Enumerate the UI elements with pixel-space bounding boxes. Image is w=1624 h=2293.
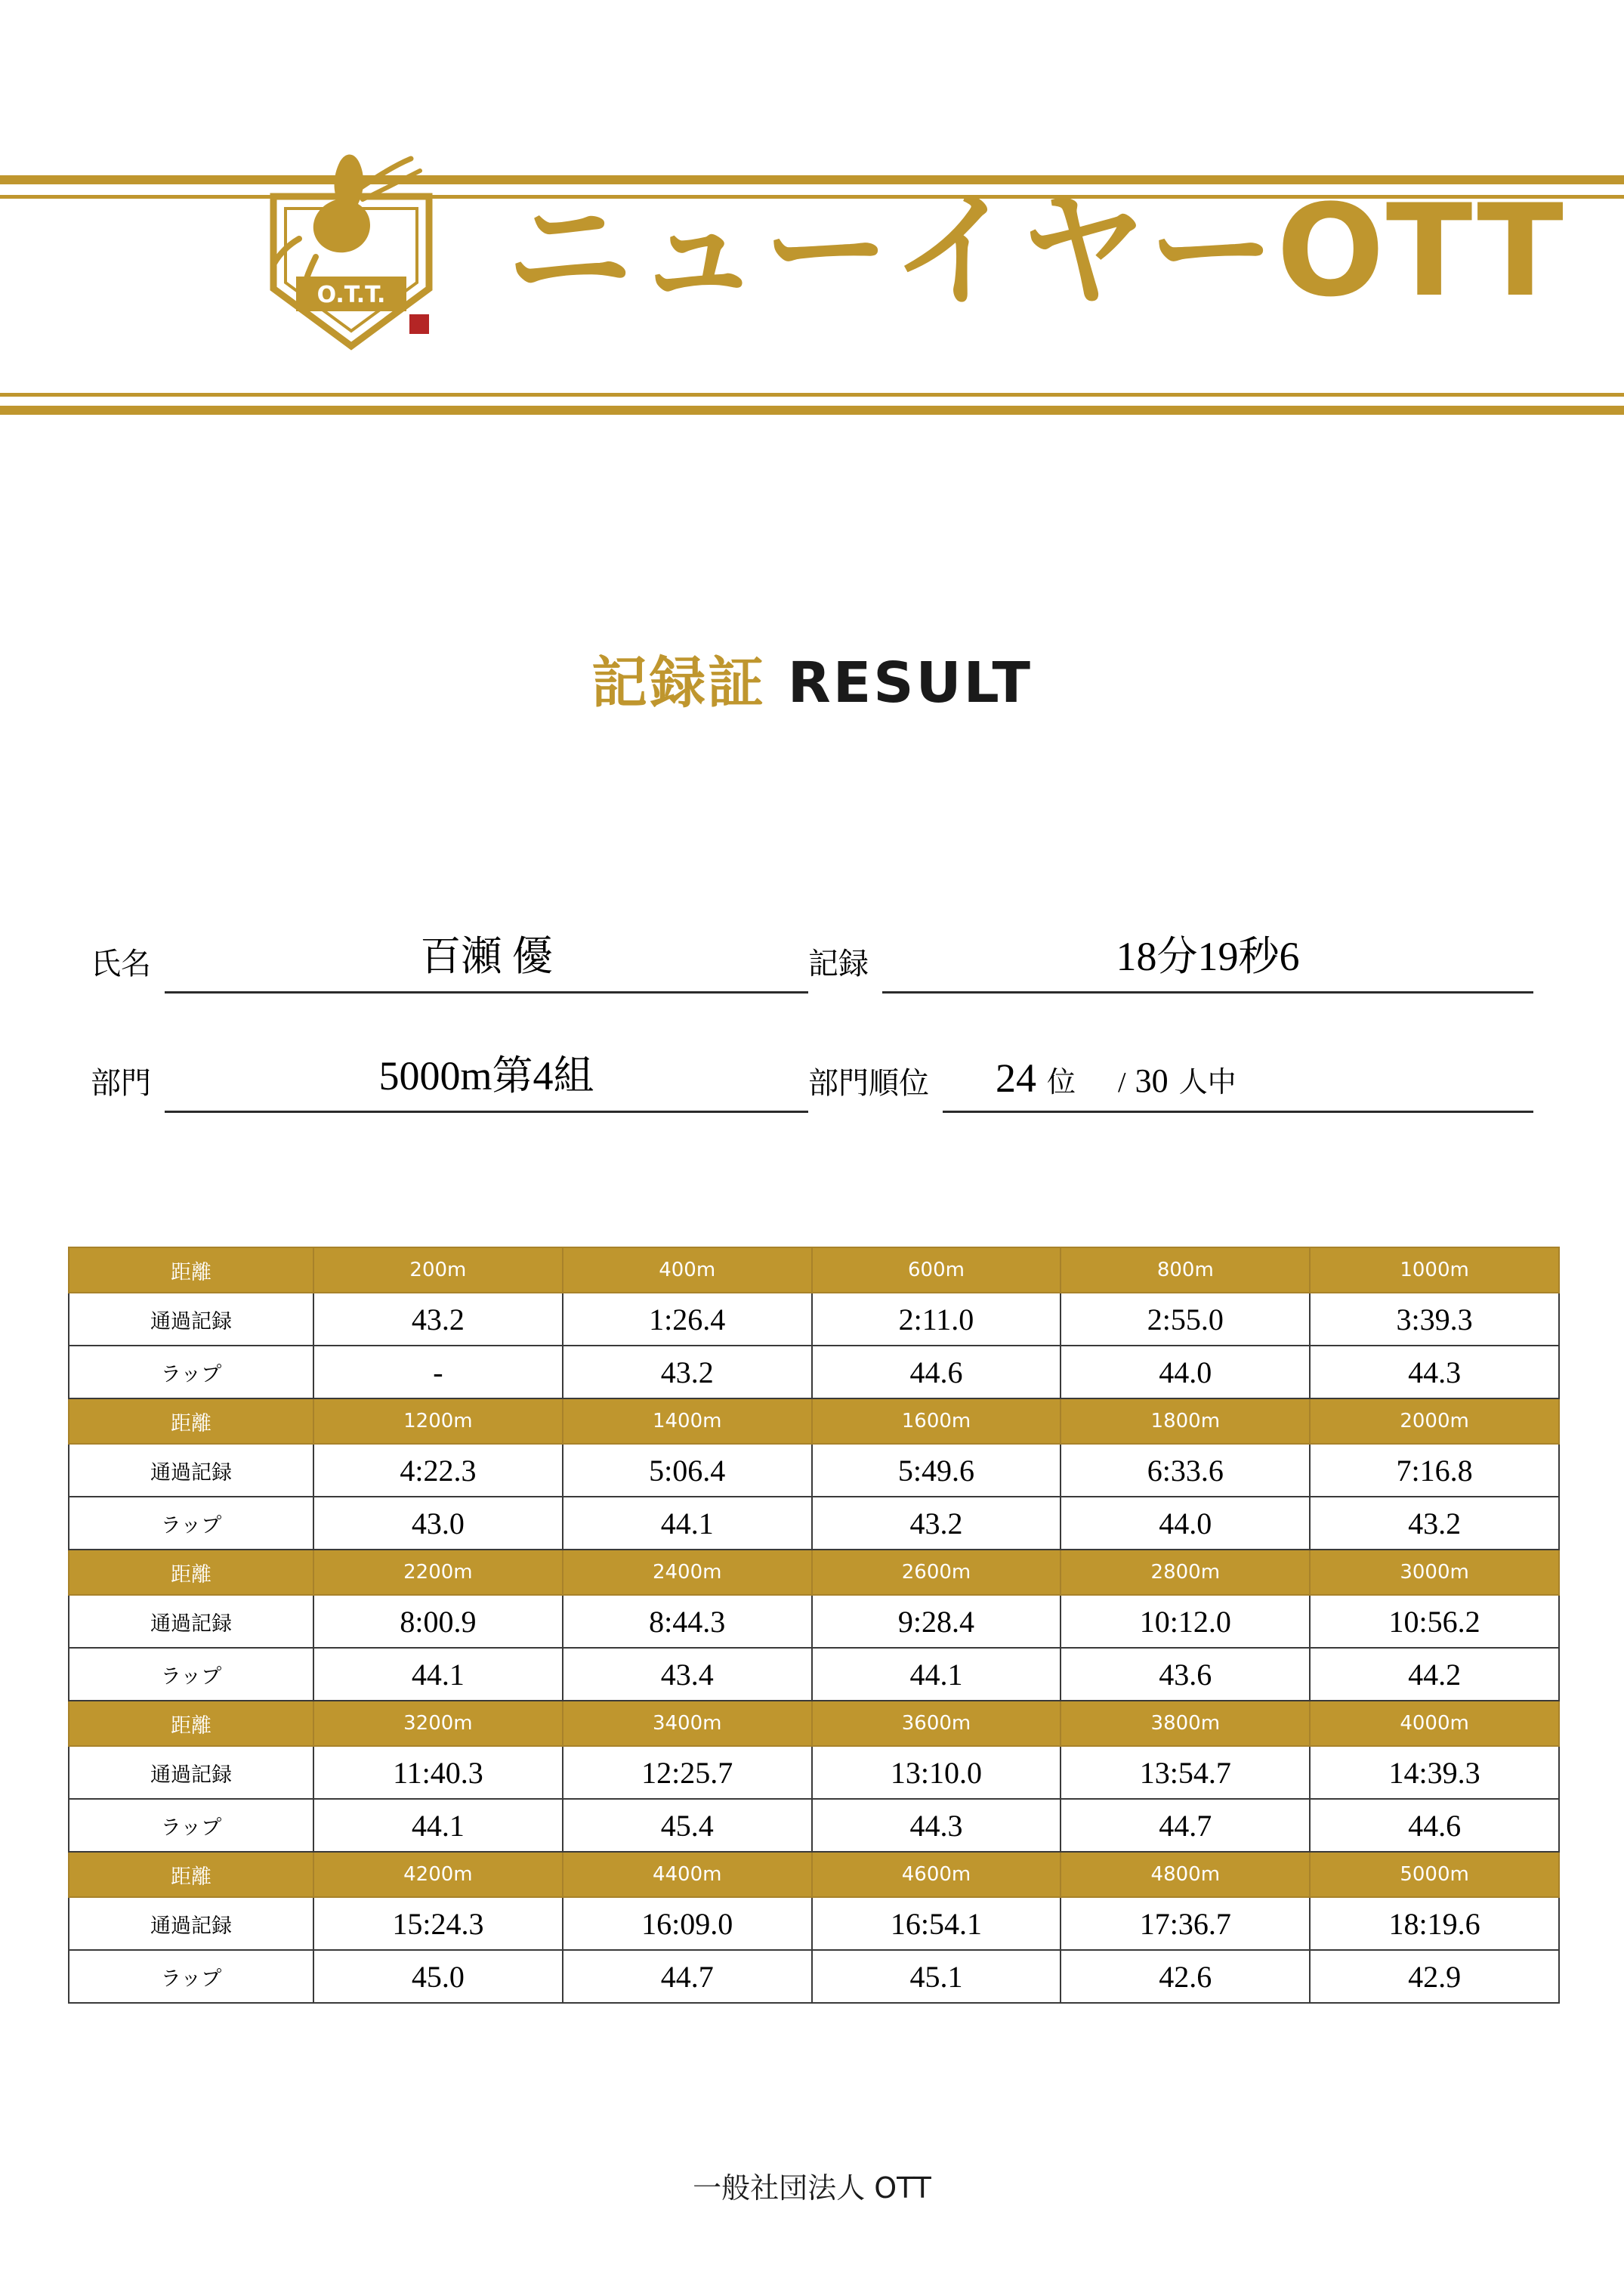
lap-cell: 45.0 <box>313 1950 563 2003</box>
distance-cell: 4000m <box>1310 1701 1559 1746</box>
distance-cell: 3000m <box>1310 1550 1559 1595</box>
distance-cell: 200m <box>313 1247 563 1293</box>
split-cell: 4:22.3 <box>313 1444 563 1497</box>
split-label: 通過記録 <box>69 1897 313 1950</box>
record-label: 記録 <box>808 947 869 981</box>
table-row <box>69 1852 1559 1897</box>
distance-cell: 3200m <box>313 1701 563 1746</box>
lap-label: ラップ <box>69 1346 313 1398</box>
table-row <box>69 1398 1559 1444</box>
splits-table <box>68 1247 1560 2004</box>
split-cell: 11:40.3 <box>313 1746 563 1799</box>
lap-cell: 43.2 <box>563 1346 812 1398</box>
lap-cell: 43.2 <box>1310 1497 1559 1550</box>
lap-cell: 44.3 <box>1310 1346 1559 1398</box>
brand-logo <box>227 132 1565 382</box>
lap-cell: 44.1 <box>563 1497 812 1550</box>
split-cell: 1:26.4 <box>563 1293 812 1346</box>
rank-unit: 位 <box>1047 1067 1076 1099</box>
brand-logo-text <box>506 177 1565 325</box>
lap-cell: 43.2 <box>812 1497 1061 1550</box>
split-label: 通過記録 <box>69 1293 313 1346</box>
page-title-en: RESULT <box>787 651 1033 715</box>
lap-cell: 43.6 <box>1061 1648 1310 1701</box>
rank-field <box>808 1037 1533 1113</box>
rank-value: 24 <box>996 1055 1036 1101</box>
split-label: 通過記録 <box>69 1746 313 1799</box>
split-cell: 2:11.0 <box>812 1293 1061 1346</box>
lap-cell: 44.6 <box>1310 1799 1559 1852</box>
distance-cell: 800m <box>1061 1247 1310 1293</box>
distance-label: 距離 <box>69 1398 313 1444</box>
distance-cell: 4400m <box>563 1852 812 1897</box>
lap-cell: 44.2 <box>1310 1648 1559 1701</box>
category-value: 5000m第4組 <box>378 1053 594 1099</box>
name-underline <box>165 916 808 994</box>
distance-cell: 2400m <box>563 1550 812 1595</box>
record-value: 18分19秒6 <box>1116 934 1300 979</box>
lap-cell: 42.6 <box>1061 1950 1310 2003</box>
table-row <box>69 1595 1559 1648</box>
lap-label: ラップ <box>69 1648 313 1701</box>
distance-cell: 3400m <box>563 1701 812 1746</box>
split-cell: 8:00.9 <box>313 1595 563 1648</box>
lap-label: ラップ <box>69 1950 313 2003</box>
split-cell: 15:24.3 <box>313 1897 563 1950</box>
lap-label: ラップ <box>69 1799 313 1852</box>
lap-cell: 44.0 <box>1061 1497 1310 1550</box>
table-row <box>69 1648 1559 1701</box>
table-row <box>69 1701 1559 1746</box>
crest-label: O.T.T. <box>316 282 386 308</box>
distance-cell: 1400m <box>563 1398 812 1444</box>
table-row <box>69 1950 1559 2003</box>
lap-cell: 44.7 <box>563 1950 812 2003</box>
split-cell: 6:33.6 <box>1061 1444 1310 1497</box>
brand-logo-label: ニューイヤーOTT <box>506 177 1565 325</box>
name-field <box>91 918 808 994</box>
distance-cell: 5000m <box>1310 1852 1559 1897</box>
distance-cell: 1200m <box>313 1398 563 1444</box>
table-row <box>69 1444 1559 1497</box>
lap-cell: 44.3 <box>812 1799 1061 1852</box>
distance-cell: 4200m <box>313 1852 563 1897</box>
distance-label: 距離 <box>69 1852 313 1897</box>
name-value: 百瀬 優 <box>420 934 553 979</box>
distance-label: 距離 <box>69 1701 313 1746</box>
rank-total-unit: 人中 <box>1178 1067 1237 1099</box>
lap-label: ラップ <box>69 1497 313 1550</box>
distance-cell: 3600m <box>812 1701 1061 1746</box>
lap-cell: 45.1 <box>812 1950 1061 2003</box>
split-cell: 10:12.0 <box>1061 1595 1310 1648</box>
split-cell: 9:28.4 <box>812 1595 1061 1648</box>
split-cell: 13:54.7 <box>1061 1746 1310 1799</box>
lap-cell: 44.1 <box>313 1648 563 1701</box>
name-label: 氏名 <box>91 947 151 981</box>
lap-cell: 44.0 <box>1061 1346 1310 1398</box>
category-label: 部門 <box>91 1066 151 1100</box>
distance-cell: 2000m <box>1310 1398 1559 1444</box>
table-row <box>69 1497 1559 1550</box>
ott-crest-icon <box>227 144 476 370</box>
header-rule-bottom-thin <box>0 393 1624 397</box>
table-row <box>69 1799 1559 1852</box>
split-cell: 43.2 <box>313 1293 563 1346</box>
split-cell: 5:06.4 <box>563 1444 812 1497</box>
table-row <box>69 1346 1559 1398</box>
lap-cell: 43.0 <box>313 1497 563 1550</box>
lap-cell: 44.6 <box>812 1346 1061 1398</box>
lap-cell: 44.1 <box>313 1799 563 1852</box>
distance-cell: 1000m <box>1310 1247 1559 1293</box>
category-underline <box>165 1035 808 1113</box>
record-field <box>808 918 1533 994</box>
rank-label: 部門順位 <box>808 1066 929 1100</box>
split-cell: 16:54.1 <box>812 1897 1061 1950</box>
table-row <box>69 1897 1559 1950</box>
rank-total: 30 <box>1135 1062 1169 1099</box>
page-title-jp: 記録証 <box>591 651 766 715</box>
lap-cell: 45.4 <box>563 1799 812 1852</box>
split-cell: 5:49.6 <box>812 1444 1061 1497</box>
info-row-2 <box>91 1037 1533 1113</box>
table-row <box>69 1746 1559 1799</box>
split-label: 通過記録 <box>69 1595 313 1648</box>
info-row-1 <box>91 918 1533 994</box>
table-row <box>69 1550 1559 1595</box>
distance-label: 距離 <box>69 1247 313 1293</box>
split-cell: 3:39.3 <box>1310 1293 1559 1346</box>
distance-cell: 4600m <box>812 1852 1061 1897</box>
logo-accent-dot <box>409 314 429 334</box>
split-cell: 14:39.3 <box>1310 1746 1559 1799</box>
lap-cell: 44.7 <box>1061 1799 1310 1852</box>
split-cell: 16:09.0 <box>563 1897 812 1950</box>
distance-cell: 600m <box>812 1247 1061 1293</box>
split-cell: 17:36.7 <box>1061 1897 1310 1950</box>
split-cell: 7:16.8 <box>1310 1444 1559 1497</box>
distance-cell: 1800m <box>1061 1398 1310 1444</box>
distance-cell: 2200m <box>313 1550 563 1595</box>
header-rule-bottom-thick <box>0 406 1624 415</box>
distance-cell: 3800m <box>1061 1701 1310 1746</box>
rank-value-group <box>943 1055 1586 1102</box>
runner-info <box>91 918 1533 1157</box>
lap-cell: - <box>313 1346 563 1398</box>
record-underline <box>882 916 1533 994</box>
page-header <box>0 0 1624 438</box>
rank-underline <box>943 1035 1533 1113</box>
split-cell: 2:55.0 <box>1061 1293 1310 1346</box>
split-cell: 12:25.7 <box>563 1746 812 1799</box>
lap-cell: 44.1 <box>812 1648 1061 1701</box>
split-cell: 8:44.3 <box>563 1595 812 1648</box>
split-label: 通過記録 <box>69 1444 313 1497</box>
split-cell: 10:56.2 <box>1310 1595 1559 1648</box>
distance-cell: 2800m <box>1061 1550 1310 1595</box>
distance-cell: 400m <box>563 1247 812 1293</box>
distance-cell: 1600m <box>812 1398 1061 1444</box>
distance-cell: 4800m <box>1061 1852 1310 1897</box>
rank-separator: / <box>1118 1067 1126 1099</box>
table-row <box>69 1293 1559 1346</box>
distance-cell: 2600m <box>812 1550 1061 1595</box>
split-cell: 18:19.6 <box>1310 1897 1559 1950</box>
footer-organization: 一般社団法人 OTT <box>693 2171 931 2205</box>
split-cell: 13:10.0 <box>812 1746 1061 1799</box>
distance-label: 距離 <box>69 1550 313 1595</box>
lap-cell: 43.4 <box>563 1648 812 1701</box>
table-row <box>69 1247 1559 1293</box>
category-field <box>91 1037 808 1113</box>
page-title <box>0 638 1624 718</box>
lap-cell: 42.9 <box>1310 1950 1559 2003</box>
